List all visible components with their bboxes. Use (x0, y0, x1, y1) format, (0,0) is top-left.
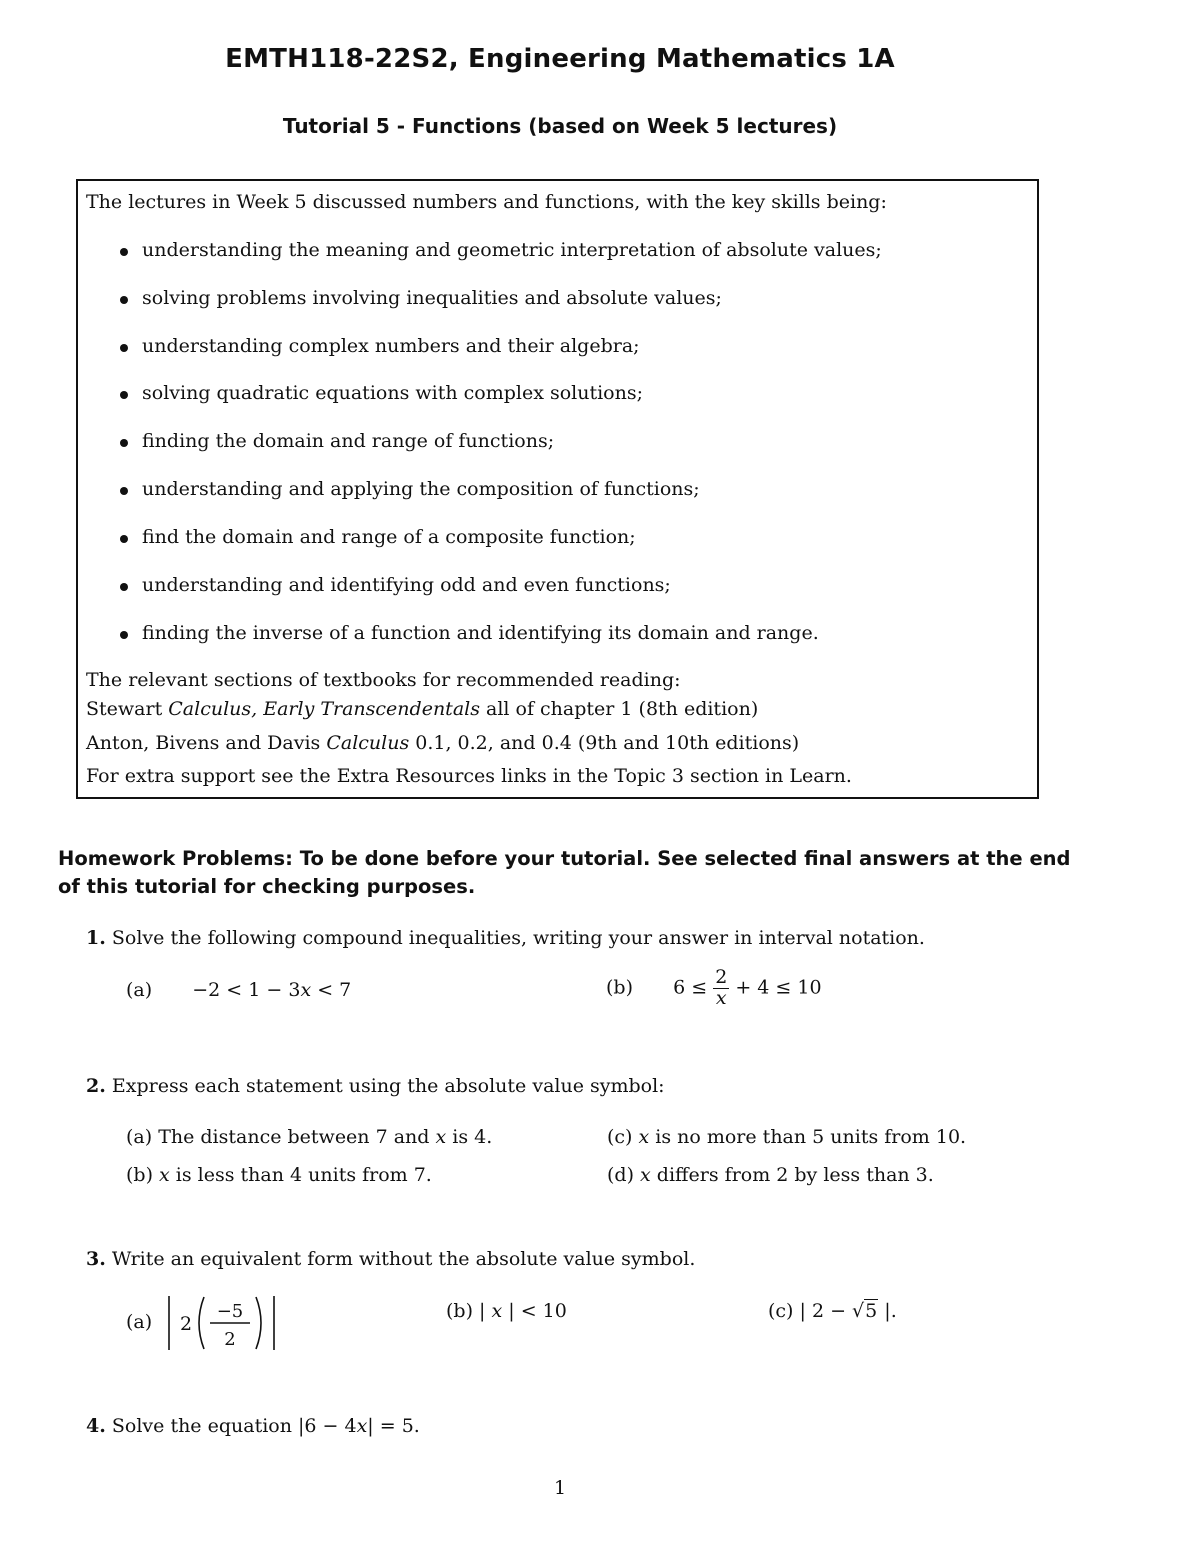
intro-text: The lectures in Week 5 discussed numbers and functions, with the key skills being: (86, 191, 887, 213)
homework-heading: Homework Problems: To be done before your tutorial. See selected final answers at the end of this tutorial for checking purposes. (58, 847, 1071, 898)
question-1b: (b) 6 ≤ $\frac{2}{x}$ + 4 ≤ 10 (606, 966, 822, 1009)
question-3-text: 3. Write an equivalent form without the absolute value symbol. (86, 1248, 696, 1270)
bullet-icon (120, 631, 128, 639)
document-title: EMTH118-22S2, Engineering Mathematics 1A (225, 44, 895, 74)
question-2a: (a) The distance between 7 and x is 4. (126, 1126, 493, 1148)
question-2-text: 2. Express each statement using the absolute value symbol: (86, 1075, 665, 1097)
bullet-icon (120, 248, 128, 256)
bullet-icon (120, 535, 128, 543)
absolute-value-expression (164, 1293, 284, 1353)
fraction: $\frac{2}{x}$ (715, 966, 728, 1009)
extra-support: For extra support see the Extra Resources links in the Topic 3 section in Learn. (86, 765, 852, 787)
question-3b: (b) | x | < 10 (446, 1300, 567, 1322)
reading-stewart: Stewart Calculus, Early Transcendentals all of chapter 1 (8th edition) (86, 698, 759, 720)
bullet-icon (120, 296, 128, 304)
bullet-icon (120, 439, 128, 447)
coefficient: 2 (180, 1313, 193, 1335)
reading-intro: The relevant sections of textbooks for recommended reading: (86, 669, 681, 691)
question-1a: (a) −2 < 1 − 3x < 7 (126, 979, 352, 1001)
learning-outcomes-box: The lectures in Week 5 discussed numbers and functions, with the key skills being: understanding the meaning and geometric interpretation of absolute values; solving problems involving inequalities and absolute values; understanding complex numbers and their algebra; solving quadratic equations with complex solutions; finding the domain and range of functions; understanding and applying the composition of functions; find the domain and range of a composite function; understanding and identifying odd and even functions; finding the inverse of a function and identifying its domain and range. The relevant sections of textbooks for recommended reading: Stewart Calculus, Early Transcendentals all of chapter 1 (8th edition) Anton, Bivens and Davis Calculus 0.1, 0.2, and 0.4 (9th and 10th editions) For extra support see the Extra Resources links in the Topic 3 section in Learn. (76, 179, 1039, 799)
denominator: 2 (224, 1329, 236, 1350)
tutorial-subtitle: Tutorial 5 - Functions (based on Week 5 lectures) (282, 114, 838, 138)
question-1-text: 1. Solve the following compound inequalities, writing your answer in interval notation. (86, 927, 925, 949)
page-number: 1 (553, 1477, 567, 1499)
reading-anton: Anton, Bivens and Davis Calculus 0.1, 0.2, and 0.4 (9th and 10th editions) (86, 732, 800, 754)
question-2d: (d) x differs from 2 by less than 3. (607, 1164, 934, 1186)
bullet-icon (120, 487, 128, 495)
bullet-icon (120, 344, 128, 352)
question-2b: (b) x is less than 4 units from 7. (126, 1164, 432, 1186)
question-2c: (c) x is no more than 5 units from 10. (607, 1126, 967, 1148)
question-3c: (c) | 2 − √5 |. (768, 1300, 897, 1322)
numerator: −5 (216, 1301, 244, 1322)
bullet-icon (120, 583, 128, 591)
sqrt-icon: √ (852, 1300, 865, 1322)
question-4-text: 4. Solve the equation |6 − 4x| = 5. (86, 1415, 420, 1437)
bullet-icon (120, 391, 128, 399)
